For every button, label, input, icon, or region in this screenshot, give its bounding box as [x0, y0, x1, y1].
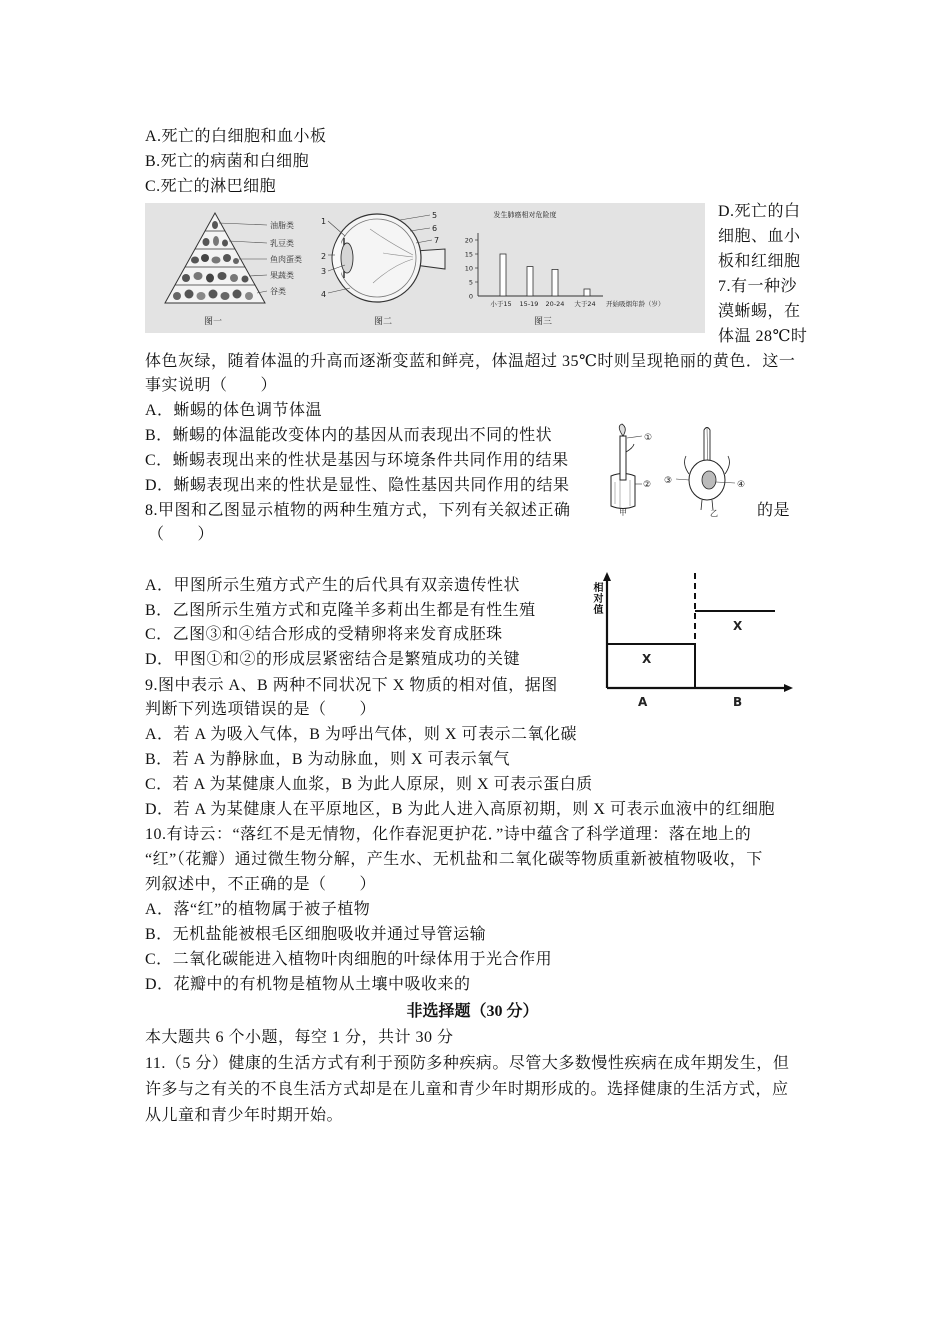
q9-chart-y-label: 相对值 — [591, 582, 602, 615]
q7-option-d: D．蜥蜴表现出来的性状是显性、隐性基因共同作用的结果 — [145, 477, 570, 494]
eye-part-number: 3 — [321, 267, 327, 276]
food-item — [201, 254, 209, 262]
category-label: 小于15 — [490, 300, 512, 308]
q8-answer-blank: （ ） — [148, 526, 215, 543]
fig3-bar — [527, 267, 533, 296]
food-item — [197, 292, 206, 300]
x-level-a — [607, 644, 695, 688]
plant-reproduction-figure — [598, 422, 758, 518]
q10-option-c: C．二氧化碳能进入植物叶肉细胞的叶绿体用于光合作用 — [145, 951, 553, 968]
q7-stem-side-line: 漠蜥蜴，在 — [718, 303, 801, 320]
pyramid-label: 果蔬类 — [270, 271, 294, 280]
q9-stem-line: 9.图中表示 A、B 两种不同状况下 X 物质的相对值，据图 — [145, 677, 558, 694]
food-item — [212, 257, 221, 264]
q8-option-a: A．甲图所示生殖方式产生的后代具有双亲遗传性状 — [145, 577, 521, 594]
marker-4: ④ — [737, 480, 746, 490]
label-jia: 甲 — [619, 508, 627, 517]
food-item — [182, 274, 190, 282]
x-category-a: A — [638, 695, 648, 709]
food-item — [242, 276, 249, 283]
q10-stem-line: “红”（花瓣）通过微生物分解，产生水、无机盐和二氧化碳等物质重新被植物吸收，下 — [145, 851, 763, 868]
x-axis-label: 开始吸烟年龄（岁） — [606, 300, 665, 308]
section-intro: 本大题共 6 个小题，每空 1 分，共计 30 分 — [145, 1029, 454, 1046]
pyramid-label: 乳豆类 — [270, 239, 294, 248]
q7-stem-line: 体色灰绿，随着体温的升高而逐渐变蓝和鲜亮，体温超过 35℃时则呈现艳丽的黄色．这一 — [145, 353, 796, 370]
q6-option-d-line: 板和红细胞 — [718, 253, 801, 270]
eye-part-number: 7 — [434, 236, 440, 245]
x-series-label-a: X — [642, 652, 652, 666]
ovule — [702, 471, 716, 489]
food-item — [209, 290, 218, 299]
q7-option-a: A．蜥蜴的体色调节体温 — [145, 402, 323, 419]
q7-stem-side-line: 体温 28℃时 — [718, 328, 808, 345]
scion — [620, 436, 626, 480]
eye-part-number: 5 — [432, 211, 438, 220]
q6-option-d-line: D.死亡的白 — [718, 203, 801, 220]
q8-option-d: D．甲图①和②的形成层紧密结合是繁殖成功的关键 — [145, 651, 521, 668]
q8-stem-main: 8.甲图和乙图显示植物的两种生殖方式，下列有关叙述正确 — [145, 502, 571, 519]
food-item — [230, 274, 238, 282]
food-item — [185, 290, 194, 299]
fig3-bar — [584, 289, 590, 296]
figure-caption: 图一 — [203, 317, 223, 327]
q9-relative-value-chart — [588, 568, 803, 713]
lens — [341, 243, 353, 273]
food-item — [221, 292, 230, 300]
pyramid-label: 鱼肉蛋类 — [270, 255, 302, 264]
category-label: 大于24 — [574, 300, 596, 308]
scion-bud — [626, 444, 634, 452]
y-tick-label: 15 — [464, 250, 473, 259]
figure-caption: 图二 — [373, 317, 393, 327]
food-item — [233, 258, 239, 264]
q9-option-b: B．若 A 为静脉血，B 为动脉血，则 X 可表示氧气 — [145, 751, 511, 768]
section-heading: 非选择题（30 分） — [406, 1003, 539, 1020]
q10-stem-line: 列叙述中，不正确的是（ ） — [145, 876, 377, 893]
food-item — [212, 221, 218, 229]
y-tick-label: 20 — [464, 236, 473, 245]
x-category-b: B — [733, 695, 743, 709]
q10-option-a: A．落“红”的植物属于被子植物 — [145, 901, 371, 918]
q9-option-d: D．若 A 为某健康人在平原地区，B 为此人进入高原初期，则 X 可表示血液中的红细胞 — [145, 801, 775, 818]
marker-3: ③ — [664, 476, 673, 486]
eye-part-number: 6 — [432, 224, 438, 233]
food-item — [173, 292, 181, 300]
food-item — [233, 290, 242, 299]
q9-option-c: C．若 A 为某健康人血浆，B 为此人原尿，则 X 可表示蛋白质 — [145, 776, 593, 793]
q6-option-a: A.死亡的白细胞和血小板 — [145, 128, 327, 145]
y-axis-arrow — [603, 572, 611, 581]
marker-1: ① — [644, 433, 653, 443]
q8-stem-tail: 的是 — [757, 502, 791, 519]
food-item — [203, 238, 210, 246]
grafting-diagram-jia — [611, 424, 652, 517]
food-item — [245, 292, 253, 300]
food-item — [222, 240, 228, 247]
q11-line: 11.（5 分）健康的生活方式有利于预防多种疾病。尽管大多数慢性疾病在成年期发生，但 — [145, 1055, 790, 1072]
q11-line: 许多与之有关的不良生活方式却是在儿童和青少年时期形成的。选择健康的生活方式，应 — [145, 1081, 789, 1098]
q10-option-d: D．花瓣中的有机物是植物从土壤中吸收来的 — [145, 976, 471, 993]
q10-option-b: B．无机盐能被根毛区细胞吸收并通过导管运输 — [145, 926, 487, 943]
food-item — [218, 272, 227, 280]
x-axis-arrow — [784, 684, 793, 692]
figure-caption: 图三 — [533, 317, 553, 327]
q7-stem-side-line: 7.有一种沙 — [718, 278, 798, 295]
q7-option-c: C．蜥蜴表现出来的性状是基因与环境条件共同作用的结果 — [145, 452, 569, 469]
q9-stem-line: 判断下列选项错误的是（ ） — [145, 701, 377, 718]
leader-line — [627, 436, 642, 438]
food-item — [194, 272, 203, 280]
q8-option-c: C．乙图③和④结合形成的受精卵将来发育成胚珠 — [145, 626, 503, 643]
label-yi: 乙 — [710, 509, 718, 518]
y-tick-label: 0 — [468, 292, 473, 301]
scion-bud — [619, 424, 625, 436]
category-label: 20-24 — [545, 300, 565, 308]
food-item — [223, 254, 231, 262]
eye-part-number: 1 — [321, 217, 327, 226]
marker-2: ② — [643, 480, 652, 490]
leader-line — [676, 479, 689, 480]
q6-option-d-line: 细胞、血小 — [718, 228, 801, 245]
x-series-label-b: X — [733, 619, 743, 633]
q11-line: 从儿童和青少年时期开始。 — [145, 1107, 344, 1124]
y-tick-label: 5 — [468, 278, 473, 287]
flower-diagram-yi — [664, 428, 745, 519]
chart-title: 发生肺癌相对危险度 — [493, 211, 557, 219]
q6-option-c: C.死亡的淋巴细胞 — [145, 178, 277, 195]
q7-option-b: B．蜥蜴的体温能改变体内的基因从而表现出不同的性状 — [145, 427, 553, 444]
q10-stem-line: 10.有诗云：“落红不是无情物，化作春泥更护花．”诗中蕴含了科学道理：落在地上的 — [145, 826, 752, 843]
eye-part-number: 4 — [321, 290, 327, 299]
pyramid-label: 谷类 — [270, 287, 286, 296]
fig3-bar — [552, 269, 558, 296]
q8-option-b: B．乙图所示生殖方式和克隆羊多莉出生都是有性生殖 — [145, 602, 536, 619]
fig3-bar — [500, 254, 506, 296]
figure-row — [145, 203, 705, 333]
category-label: 15-19 — [519, 300, 539, 308]
q6-option-b: B.死亡的病菌和白细胞 — [145, 153, 310, 170]
pyramid-label: 油脂类 — [270, 221, 294, 230]
food-item — [213, 236, 219, 246]
eye-part-number: 2 — [321, 252, 327, 261]
food-item — [191, 257, 199, 264]
q7-stem-line: 事实说明（ ） — [145, 377, 278, 394]
q9-option-a: A．若 A 为吸入气体，B 为呼出气体，则 X 可表示二氧化碳 — [145, 726, 577, 743]
y-tick-label: 10 — [464, 264, 473, 273]
food-item — [206, 274, 214, 283]
